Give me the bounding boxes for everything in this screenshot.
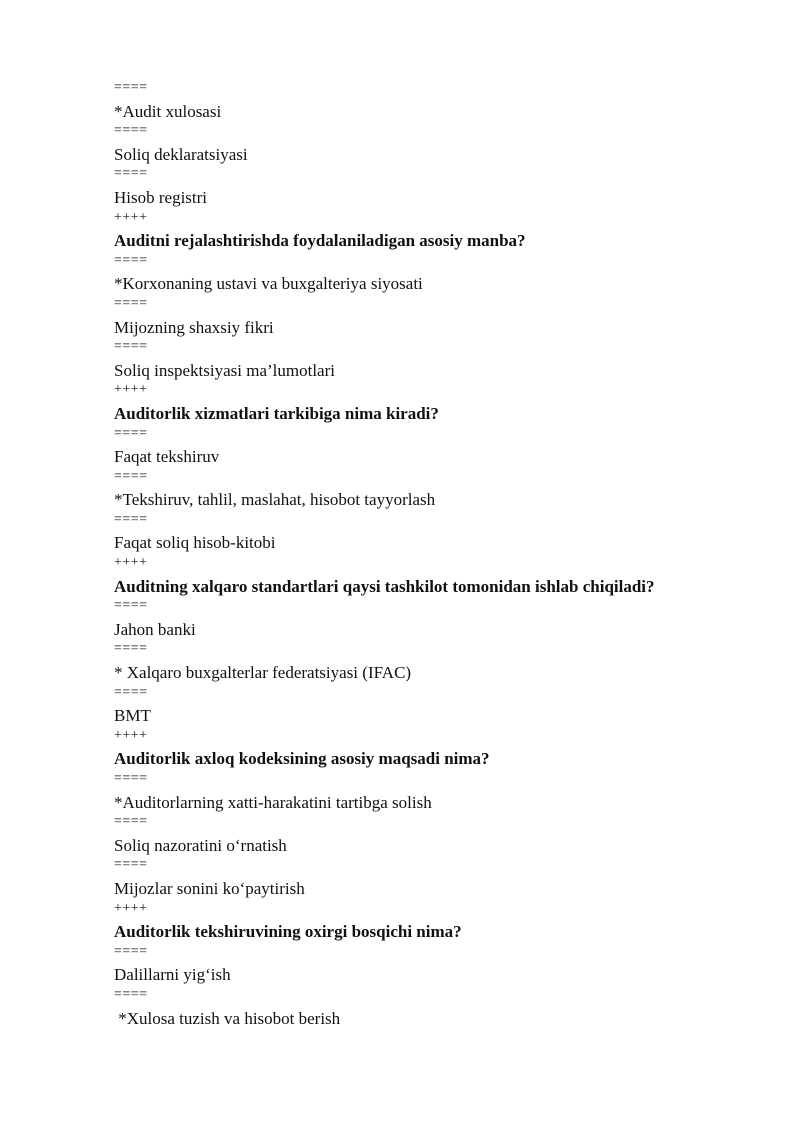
question-text: Auditorlik axloq kodeksining asosiy maqsadi nima? bbox=[114, 749, 490, 769]
separator-line: ==== bbox=[114, 684, 148, 700]
document-page bbox=[114, 79, 764, 1029]
question-separator: ++++ bbox=[114, 555, 148, 571]
answer-option: Soliq deklaratsiyasi bbox=[114, 144, 248, 164]
answer-option: Soliq inspektsiyasi ma’lumotlari bbox=[114, 360, 335, 380]
answer-option: Mijozlar sonini ko‘paytirish bbox=[114, 878, 305, 898]
answer-option: Faqat tekshiruv bbox=[114, 447, 220, 467]
question-text: Auditni rejalashtirishda foydalaniladigan asosiy manba? bbox=[114, 231, 526, 251]
answer-option: BMT bbox=[114, 706, 151, 726]
separator-line: ==== bbox=[114, 468, 148, 484]
separator-line: ==== bbox=[114, 339, 148, 355]
separator-line: ==== bbox=[114, 986, 148, 1002]
answer-option: Jahon banki bbox=[114, 619, 196, 639]
separator-line: ==== bbox=[114, 771, 148, 786]
separator-line: ==== bbox=[114, 943, 148, 959]
question-separator: ++++ bbox=[114, 727, 148, 743]
separator-line: ==== bbox=[114, 814, 148, 830]
separator-line: ==== bbox=[114, 641, 148, 657]
answer-option: * Xalqaro buxgalterlar federatsiyasi (IFAC) bbox=[114, 663, 412, 683]
answer-option: Faqat soliq hisob-kitobi bbox=[114, 533, 276, 553]
question-separator: ++++ bbox=[114, 382, 148, 398]
separator-line: ==== bbox=[114, 123, 148, 139]
question-text: Auditning xalqaro standartlari qaysi tashkilot tomonidan ishlab chiqiladi? bbox=[114, 576, 655, 596]
question-separator: ++++ bbox=[114, 900, 148, 916]
answer-option: Hisob registri bbox=[114, 187, 208, 207]
question-separator: ++++ bbox=[114, 209, 148, 225]
answer-option: *Xulosa tuzish va hisobot berish bbox=[114, 1008, 341, 1028]
separator-line: ==== bbox=[114, 425, 148, 441]
separator-line: ==== bbox=[114, 252, 148, 268]
separator-line: ==== bbox=[114, 80, 148, 95]
answer-option: Soliq nazoratini o‘rnatish bbox=[114, 835, 287, 855]
answer-option: Mijozning shaxsiy fikri bbox=[114, 317, 274, 337]
answer-option: *Auditorlarning xatti-harakatini tartibga solish bbox=[114, 792, 432, 812]
separator-line: ==== bbox=[114, 857, 148, 873]
answer-option: *Tekshiruv, tahlil, maslahat, hisobot tayyorlash bbox=[114, 490, 436, 510]
question-text: Auditorlik xizmatlari tarkibiga nima kiradi? bbox=[114, 403, 439, 423]
separator-line: ==== bbox=[114, 295, 148, 311]
answer-option: *Korxonaning ustavi va buxgalteriya siyosati bbox=[114, 274, 423, 294]
separator-line: ==== bbox=[114, 511, 148, 527]
separator-line: ==== bbox=[114, 166, 148, 182]
question-text: Auditorlik tekshiruvining oxirgi bosqichi nima? bbox=[114, 922, 462, 942]
answer-option: *Audit xulosasi bbox=[114, 101, 222, 121]
answer-option: Dalillarni yig‘ish bbox=[114, 965, 231, 985]
separator-line: ==== bbox=[114, 598, 148, 614]
